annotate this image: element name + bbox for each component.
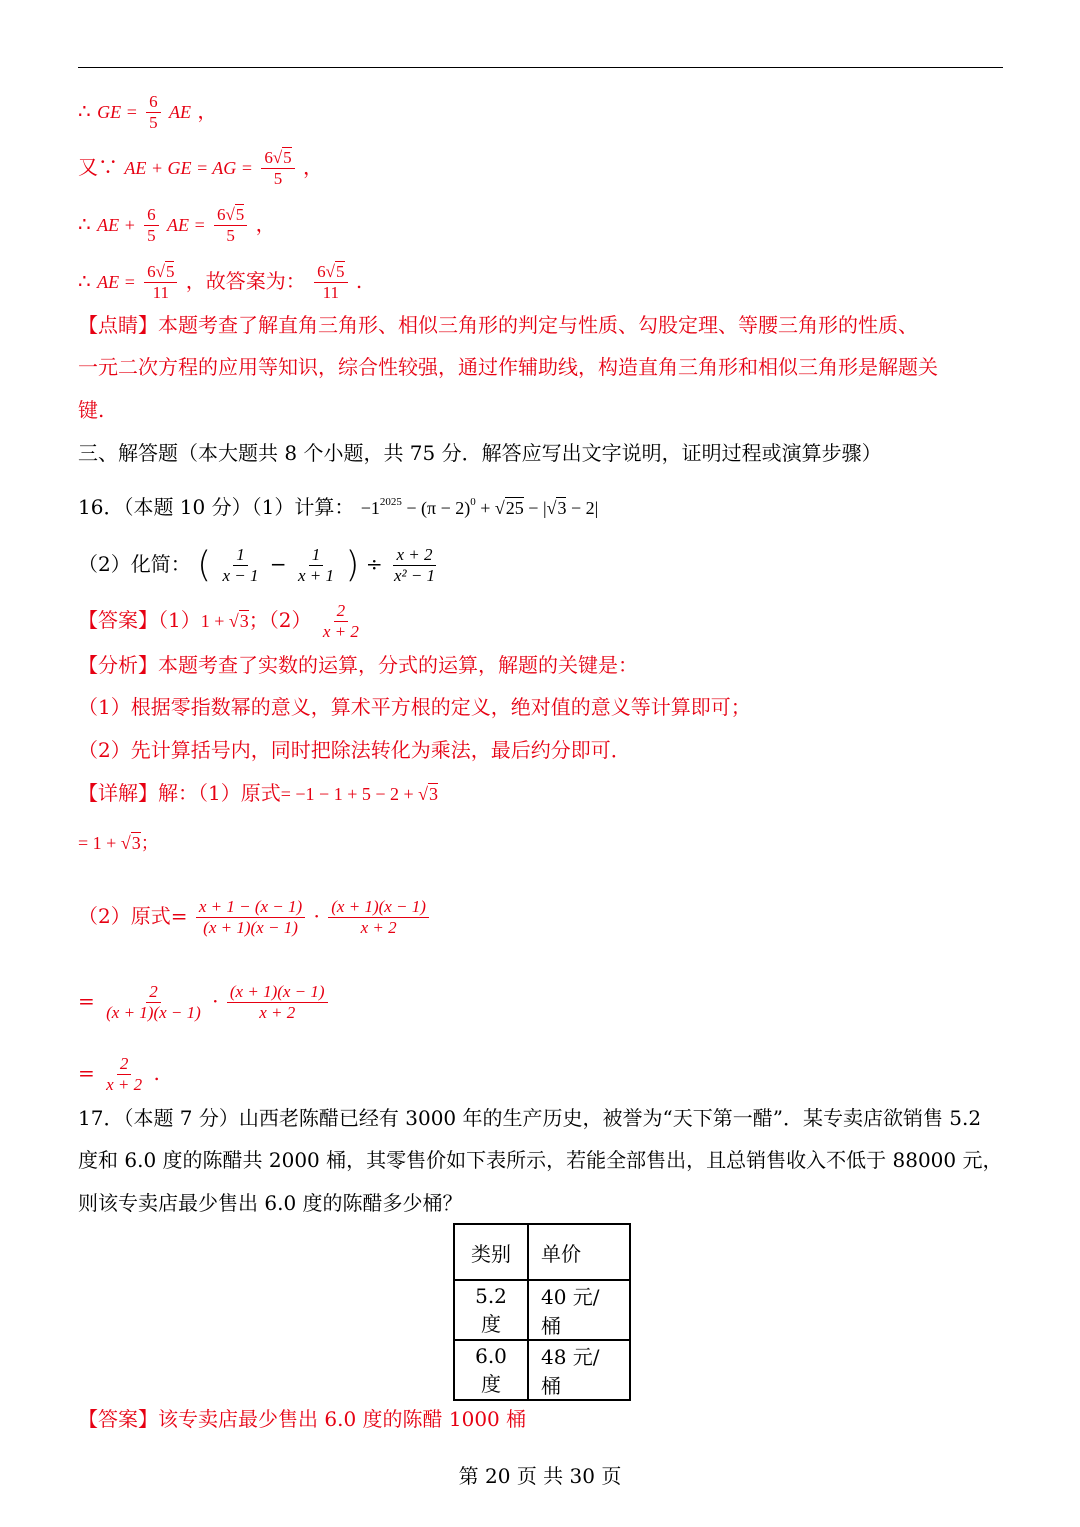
- table-cell: 6.0 度: [454, 1340, 528, 1400]
- q17-line-2: 度和 6.0 度的陈醋共 2000 桶，其零售价如下表所示，若能全部售出，且总销售收入不低于 88000 元，: [78, 1148, 1003, 1172]
- part2-step-2: = $\frac{2}{(x + 1)(x - 1)}$ · $\frac{(x + 1)(x - 1)}{x + 2}$: [78, 982, 330, 1023]
- fenxi-tag: 【分析】: [78, 653, 158, 677]
- math-text: AE =: [166, 215, 206, 235]
- page-footer: 第 20 页 共 30 页: [458, 1464, 622, 1488]
- answer-lead: ，故答案为：: [185, 269, 306, 293]
- dianjing-text: 本题考查了解直角三角形、相似三角形的判定与性质、勾股定理、等腰三角形的性质、: [158, 313, 918, 337]
- line-ae-sum: [78, 205, 276, 246]
- section-heading: 三、解答题（本大题共 8 个小题，共 75 分．解答应写出文字说明，证明过程或演算步骤）: [78, 441, 882, 465]
- table-cell: 40 元/桶: [528, 1280, 630, 1340]
- line-ge: [78, 92, 217, 133]
- ans16: 【答案】（1）1 + √3；（2） $\frac{2}{x + 2}$: [78, 601, 364, 642]
- fenxi-line-2: （1）根据零指数幂的意义，算术平方根的定义，绝对值的意义等计算即可；: [78, 695, 751, 719]
- minus-sign: −: [269, 552, 287, 576]
- xiangjie-line-1: 【详解】解：（1）原式= −1 − 1 + 5 − 2 + √3: [78, 781, 439, 805]
- fenxi-line-3: （2）先计算括号内，同时把除法转化为乘法，最后约分即可．: [78, 738, 631, 762]
- line-ag: [78, 148, 323, 189]
- fraction: $\frac{2}{x + 2}$: [106, 1054, 143, 1094]
- fraction: $\frac{6√5}{5}$: [214, 205, 247, 246]
- fraction: $\frac{6√5}{11}$: [144, 262, 177, 303]
- xiangjie-tag: 【详解】: [78, 781, 158, 805]
- line-ae-result: [78, 262, 362, 303]
- table-cell: 5.2度: [454, 1280, 528, 1340]
- math-text: AE =: [97, 272, 136, 292]
- fraction: $\frac{1}{x + 1}$: [298, 545, 335, 585]
- math-text: AE +: [97, 215, 136, 235]
- fraction: $\frac{6√5}{11}$: [314, 262, 347, 303]
- fraction: $\frac{6}{5}$: [146, 92, 161, 133]
- because-symbol: 又∵: [78, 155, 118, 179]
- q17-line-3: 则该专卖店最少售出 6.0 度的陈醋多少桶？: [78, 1191, 463, 1215]
- q16-head: 16．（本题 10 分）（1）计算：: [78, 495, 355, 519]
- dianjing-line-3: 键.: [78, 398, 105, 422]
- header-rule: [78, 67, 1003, 68]
- dianjing-line-2: 一元二次方程的应用等知识，综合性较强，通过作辅助线，构造直角三角形和相似三角形是解题关: [78, 355, 938, 379]
- divide-sign: ÷: [365, 552, 383, 576]
- table-header-category: 类别: [454, 1224, 528, 1280]
- price-table: [453, 1223, 631, 1401]
- fraction: $\frac{x + 2}{\text{x² − 1}}$: [393, 545, 436, 585]
- q17-line-1: 17．（本题 7 分）山西老陈醋已经有 3000 年的生产历史，被誉为“天下第一醋”．某专卖店欲销售 5.2: [78, 1106, 982, 1130]
- math-text: GE =: [97, 102, 138, 122]
- therefore-symbol: ∴: [78, 212, 91, 236]
- table-cell: 48 元/桶: [528, 1340, 630, 1400]
- part2-label: （2）原式: [78, 904, 171, 928]
- answer-tag: 【答案】: [78, 608, 158, 632]
- fraction: $\frac{(x + 1)(x - 1)}{x + 2}$: [227, 982, 328, 1023]
- fraction: $\frac{6√5}{5}$: [261, 148, 294, 189]
- therefore-symbol: ∴: [78, 269, 91, 293]
- table-row: [454, 1280, 630, 1340]
- part2-step-1: （2）原式= $\frac{x + 1 - (x - 1)}{(x + 1)(x - 1)}$ · $\frac{(x + 1)(x - 1)}{x + 2}$: [78, 897, 431, 938]
- q16-part2-label: （2）化简：: [78, 552, 191, 576]
- punct: .: [355, 269, 363, 293]
- fenxi-line-1: 【分析】本题考查了实数的运算，分式的运算，解题的关键是：: [78, 653, 638, 677]
- fraction: $\frac{(x + 1)(x - 1)}{x + 2}$: [328, 897, 429, 938]
- paren-open: (: [197, 544, 212, 586]
- punct: ，: [303, 155, 324, 179]
- math-text: AE + GE = AG =: [124, 158, 253, 178]
- fraction: $\frac{2}{(x + 1)(x - 1)}$: [106, 982, 201, 1022]
- dianjing-line-1: [78, 311, 918, 339]
- fraction: $\frac{2}{x + 2}$: [322, 601, 359, 641]
- fraction: $\frac{1}{x - 1}$: [222, 545, 259, 585]
- ans17-text: 该专卖店最少售出 6.0 度的陈醋 1000 桶: [158, 1407, 527, 1431]
- dianjing-tag: 【点睛】: [78, 313, 158, 337]
- math-text: AE: [168, 102, 191, 122]
- ans17: [78, 1405, 526, 1433]
- table-header-price: 单价: [528, 1224, 630, 1280]
- therefore-symbol: ∴: [78, 99, 91, 123]
- q16-expression: $-1^{2025} - (\pi - 2)^0 + √25 - |√3 - 2|$: [360, 496, 599, 518]
- q16-part2: [78, 545, 440, 586]
- q16-part1: [78, 488, 598, 522]
- table-row: [454, 1224, 630, 1280]
- xiangjie-step-2: = 1 + √3；: [78, 833, 159, 853]
- answer-tag: 【答案】: [78, 1407, 158, 1431]
- part2-step-3: = $\frac{2}{x + 2}$ .: [78, 1054, 160, 1094]
- punct: ，: [197, 99, 218, 123]
- fraction: $\frac{6}{5}$: [144, 205, 159, 246]
- punct: ，: [255, 212, 276, 236]
- paren-close: ): [345, 544, 360, 586]
- table-row: [454, 1340, 630, 1400]
- fraction: $\frac{x + 1 - (x - 1)}{(x + 1)(x - 1)}$: [196, 897, 305, 938]
